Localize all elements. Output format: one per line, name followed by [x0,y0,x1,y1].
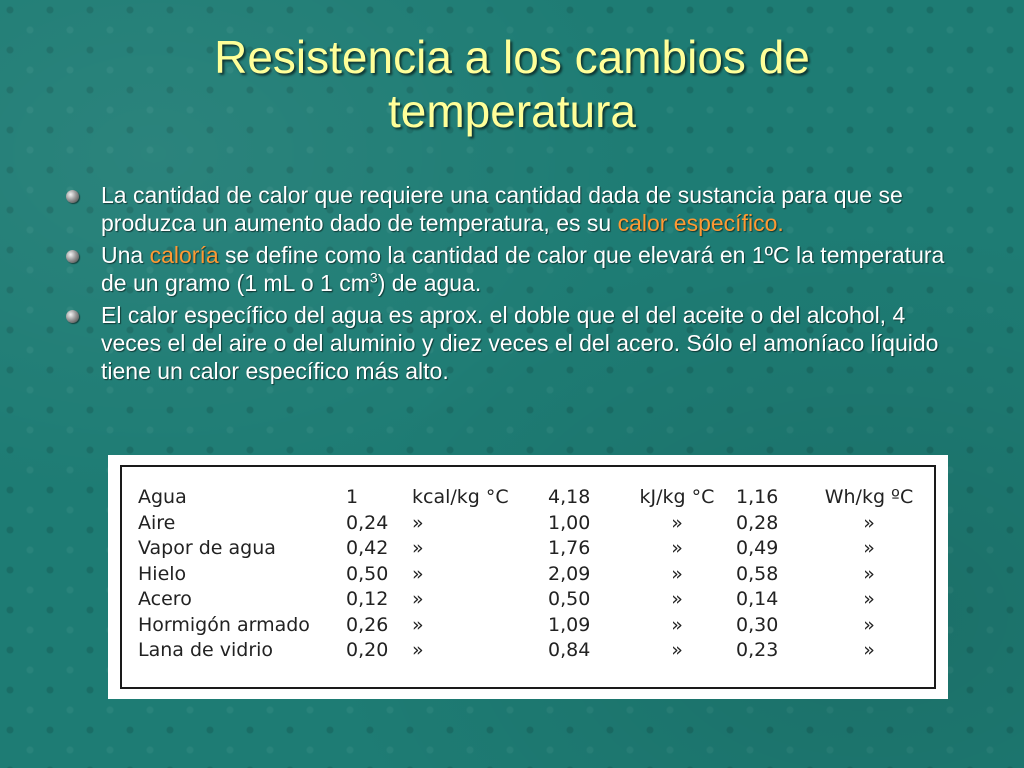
table-cell: 0,30 [736,613,779,636]
table-cell: » [863,613,875,636]
table-cell: Agua [138,486,187,508]
bullet-icon [66,250,79,263]
table-cell: » [671,613,683,636]
bullet-item-specific-heat [64,181,964,237]
table-cell: 0,23 [736,639,779,661]
bullet-text: Una [101,242,150,268]
table-cell: 4,18 [548,486,591,508]
title-line-2: temperatura [387,85,636,137]
table-cell: Wh/kg ºC [824,486,914,508]
table-cell: Acero [138,588,192,610]
table-cell: 0,12 [346,588,389,610]
superscript: 3 [369,269,378,286]
table-cell: » [412,639,424,661]
table-cell: » [863,639,875,661]
table-body [138,485,919,664]
table-cell: » [671,562,683,585]
table-cell: » [863,588,875,610]
table-row [138,638,919,664]
bullet-text-end: . [777,210,784,236]
table-cell: Lana de vidrio [138,639,274,661]
table-cell: » [412,588,424,610]
table-cell: 0,50 [346,562,389,585]
bullet-text-end: ) de agua. [377,270,482,296]
table-cell: Hielo [138,562,187,585]
table-cell: 1,16 [736,486,779,508]
table-row [138,536,919,562]
bullet-item-water-comparison [64,301,964,385]
table-cell: » [671,639,683,661]
table-cell: 1,09 [548,613,591,636]
table-cell: 0,49 [736,537,779,559]
table-cell: 0,50 [548,588,591,610]
bullet-list [64,181,964,389]
table-cell: 0,58 [736,562,779,585]
table-cell: » [671,511,683,534]
table-cell: 0,20 [346,639,389,661]
bullet-item-calorie [64,241,964,297]
title-line-1: Resistencia a los cambios de [214,31,810,83]
table-cell: 1,00 [548,511,591,534]
bullet-icon [66,190,79,203]
specific-heat-table-panel [108,455,948,699]
table-cell: » [671,588,683,610]
bullet-icon [66,310,79,323]
table-row [138,562,919,588]
table-row [138,485,919,511]
highlight-term: calor específico [617,210,778,236]
table-cell: » [671,537,683,559]
bullet-text: La cantidad de calor que requiere una cantidad dada de sustancia para que se produzca un aumento dado de temperatura, es su [101,182,903,236]
table-cell: » [863,562,875,585]
table-cell: » [412,562,424,585]
table-cell: » [863,537,875,559]
table-cell: 0,28 [736,511,779,534]
table-cell: kcal/kg °C [412,486,509,508]
table-row [138,613,919,639]
table-cell: 2,09 [548,562,591,585]
table-cell: 0,84 [548,639,591,661]
table-cell: » [863,511,875,534]
bullet-text: El calor específico del agua es aprox. el doble que el del aceite o del alcohol, 4 veces el del aire o del aluminio y diez veces el del acero. Sólo el amoníaco líquido tiene un calor específico más alto. [101,302,939,384]
highlight-term: caloría [149,242,219,268]
table-cell: Hormigón armado [138,613,310,636]
table-cell: Vapor de agua [138,537,276,559]
table-cell: 0,26 [346,613,389,636]
specific-heat-table [138,485,919,664]
table-row [138,511,919,537]
table-cell: Aire [138,511,176,534]
table-cell: » [412,511,424,534]
table-cell: kJ/kg °C [639,486,715,508]
table-cell: 0,14 [736,588,779,610]
table-cell: 0,42 [346,537,389,559]
bullet-text-middle: se define como la cantidad de calor que elevará en 1ºC la temperatura de un gramo (1 mL o 1 cm [101,242,945,296]
slide-title [40,30,984,138]
table-cell: 0,24 [346,511,389,534]
table-cell: 1 [346,486,359,508]
table-cell: 1,76 [548,537,591,559]
table-cell: » [412,613,424,636]
table-row [138,587,919,613]
table-cell: » [412,537,424,559]
